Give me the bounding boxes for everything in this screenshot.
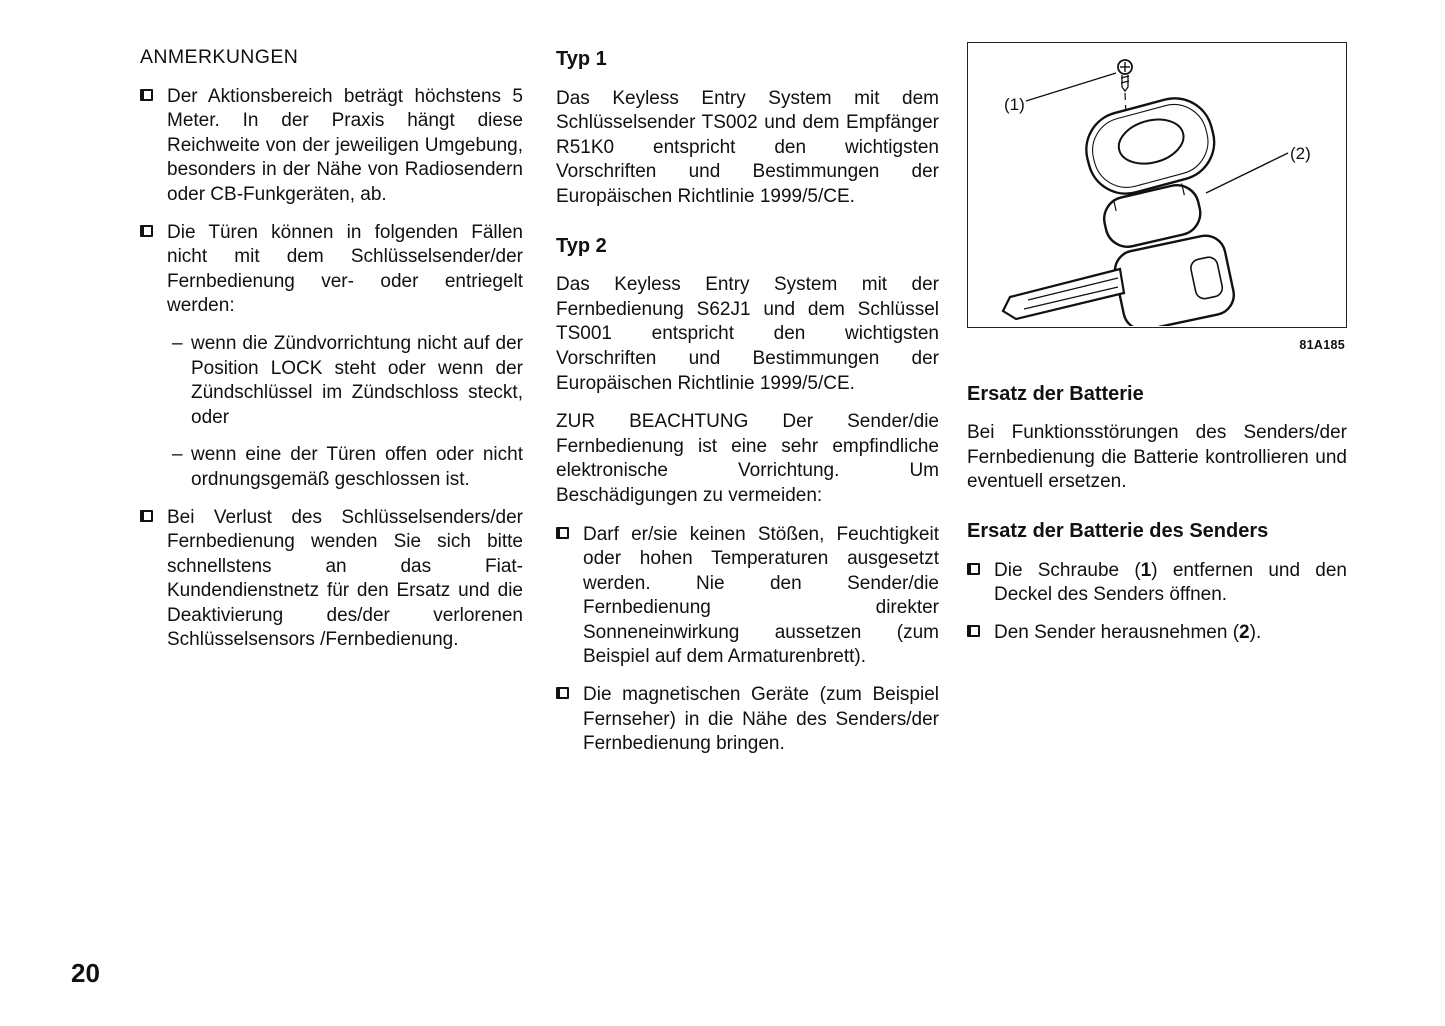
list-item-text: Die magnetischen Geräte (zum Beispiel Fernseher) in die Nähe des Senders/der Fernbedienung bringen. [583,684,939,755]
list-item [967,559,1347,608]
sub-list-item [140,332,523,430]
right-column [967,42,1347,658]
section-heading-battery: Ersatz der Batterie [967,382,1144,405]
middle-column [556,45,939,770]
ref-number-1: 1 [1140,559,1152,581]
dash-icon: – [172,444,183,466]
page-number: 20 [71,958,100,988]
list-item-text: Die Türen können in folgenden Fällen nicht mit dem Schlüsselsender/der Fernbedienung ver- oder entriegelt werden: [167,221,523,317]
key-illustration [968,43,1345,326]
section-heading-battery-sender: Ersatz der Batterie des Senders [967,519,1269,542]
square-bullet-icon [140,506,167,654]
square-bullet-icon [556,523,583,671]
dash-icon: – [172,332,183,354]
list-item [967,621,1347,646]
list-item-text: Die Schraube (1) entfernen und den Deckel des Senders öffnen. [994,559,1347,606]
list-item-text: Bei Verlust des Schlüsselsenders/der Fernbedienung wenden Sie sich bitte schnellstens an das Fiat-Kundendienstnetz für den Ersatz und die Deaktivierung des/der verlorenen Schlüsselsensors /Fernbedienung. [167,506,523,651]
square-bullet-icon [967,559,994,608]
sub-list-item-text: wenn eine der Türen offen oder nicht ordnungsgemäß geschlossen ist. [191,444,523,490]
ref-number-2: 2 [1239,621,1250,643]
paragraph: Bei Funktionsstörungen des Senders/der Fernbedienung die Batterie kontrollieren und eventuell ersetzen. [967,422,1347,493]
list-item-text: Darf er/sie keinen Stößen, Feuchtigkeit oder hohen Temperaturen ausgesetzt werden. Nie den Sender/die Fernbedienung direkter Sonneneinwirkung aussetzen (zum Beispiel auf dem Armaturenbrett). [583,523,939,668]
section-heading-typ1: Typ 1 [556,48,607,70]
figure-label-2: (2) [1290,144,1311,163]
list-item [140,85,523,208]
paragraph: Das Keyless Entry System mit der Fernbedienung S62J1 und dem Schlüssel TS001 entspricht den wichtigsten Vorschriften und Bestimmungen der Europäischen Richtlinie 1999/5/CE. [556,274,939,394]
list-item [556,683,939,757]
list-item [140,506,523,654]
left-column [140,45,523,666]
square-bullet-icon [556,683,583,757]
figure-label-1: (1) [1004,95,1025,114]
square-bullet-icon [967,621,994,646]
sub-list-item [140,443,523,492]
screw-icon [1118,60,1132,91]
list-item [556,523,939,671]
list-item [140,221,523,319]
paragraph-warning: ZUR BEACHTUNG Der Sender/die Fernbedienung ist eine sehr empfindliche elektronische Vorrichtung. Um Beschädigungen zu vermeiden: [556,411,939,506]
list-item-text: Der Aktionsbereich beträgt höchstens 5 Meter. In der Praxis hängt diese Reichweite von der jeweiligen Umgebung, besonders in der Nähe von Radiosendern oder CB-Funkgeräten, ab. [167,85,523,205]
figure-code: 81A185 [1299,338,1345,352]
list-item-text: Den Sender herausnehmen (2). [994,621,1262,643]
paragraph: Das Keyless Entry System mit dem Schlüsselsender TS002 und dem Empfänger R51K0 entspricht den wichtigsten Vorschriften und Bestimmungen der Europäischen Richtlinie 1999/5/CE. [556,87,939,207]
section-heading-anmerkungen: ANMERKUNGEN [140,46,299,68]
square-bullet-icon [140,221,167,319]
square-bullet-icon [140,85,167,208]
key-battery-figure [967,42,1347,328]
section-heading-typ2: Typ 2 [556,234,607,257]
sub-list-item-text: wenn die Zündvorrichtung nicht auf der Position LOCK steht oder wenn der Zündschlüssel im Zündschloss steckt, oder [191,332,523,428]
